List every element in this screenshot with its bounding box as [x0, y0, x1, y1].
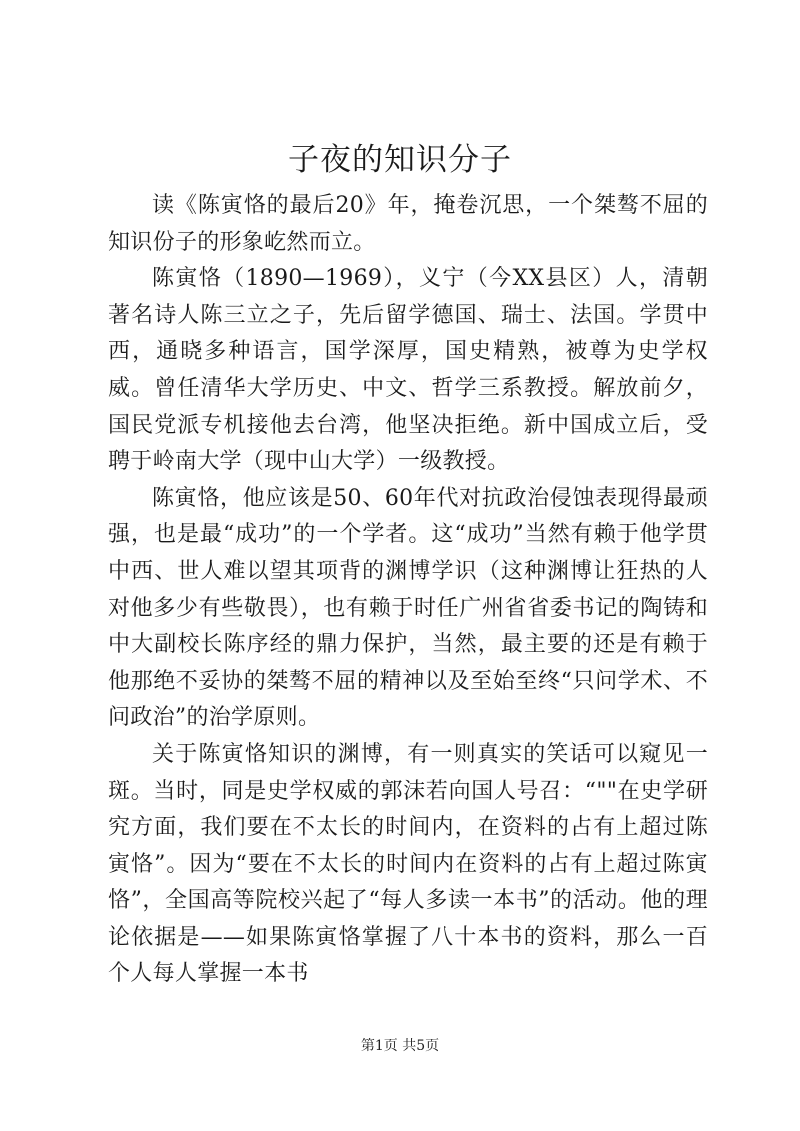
document-title: 子夜的知识分子	[288, 142, 512, 178]
page-footer: 第1页 共5页	[360, 1038, 440, 1054]
paragraph-intro: 读《陈寅恪的最后20》年，掩卷沉思，一个桀骜不屈的知识份子的形象屹然而立。	[108, 193, 708, 255]
paragraph-success: 陈寅恪，他应该是50、60年代对抗政治侵蚀表现得最顽强，也是最“成功”的一个学者。这“成功”当然有赖于他学贯中西、世人难以望其项背的渊博学识（这种渊博让狂热的人对他多少有些敬畏），也有赖于时任广州省省委书记的陶铸和中大副校长陈序经的鼎力保护，当然，最主要的还是有赖于他那绝不妥协的桀骜不屈的精神以及至始至终“只问学术、不问政治”的治学原则。	[108, 485, 708, 731]
document-body	[108, 188, 708, 993]
paragraph-biography: 陈寅恪（1890—1969），义宁（今XX县区）人，清朝著名诗人陈三立之子，先后留学德国、瑞士、法国。学贯中西，通晓多种语言，国学深厚，国史精熟，被尊为史学权威。曾任清华大学历史、中文、哲学三系教授。解放前夕，国民党派专机接他去台湾，他坚决拒绝。新中国成立后，受聘于岭南大学（现中山大学）一级教授。	[108, 266, 708, 475]
paragraph-anecdote: 关于陈寅恪知识的渊博，有一则真实的笑话可以窥见一斑。当时，同是史学权威的郭沫若向国人号召：“""在史学研究方面，我们要在不太长的时间内，在资料的占有上超过陈寅恪”。因为“要在不太长的时间内在资料的占有上超过陈寅恪”，全国高等院校兴起了“每人多读一本书”的活动。他的理论依据是——如果陈寅恪掌握了八十本书的资料，那么一百个人每人掌握一本书	[108, 741, 708, 987]
